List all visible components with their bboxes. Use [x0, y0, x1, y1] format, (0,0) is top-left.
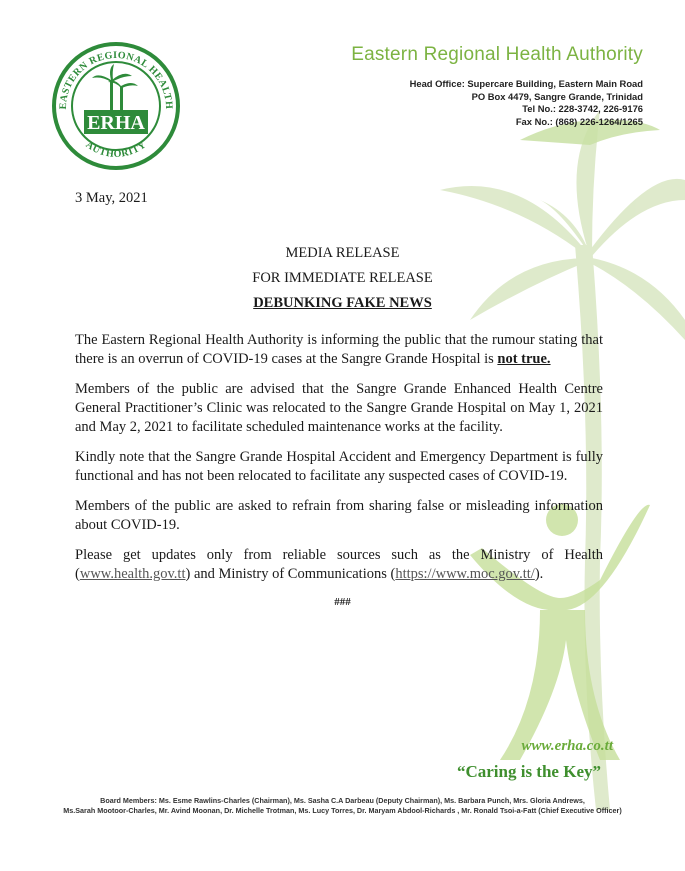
release-body	[75, 331, 603, 595]
board-members	[40, 796, 645, 816]
paragraph-3: Kindly note that the Sangre Grande Hospital Accident and Emergency Department is fully functional and has not been relocated to facilitate any suspected cases of COVID-19.	[75, 449, 603, 484]
po-box: PO Box 4479, Sangre Grande, Trinidad	[471, 90, 643, 102]
organization-name: Eastern Regional Health Authority	[351, 44, 643, 65]
paragraph-5-text-a: Please get updates only from reliable sources such as the Ministry of Health (	[75, 547, 603, 582]
fax: Fax No.: (868) 226-1264/1265	[515, 115, 643, 127]
release-date: 3 May, 2021	[75, 190, 148, 206]
logo-center-text: ERHA	[87, 112, 145, 134]
logo-top-text: EASTERN REGIONAL HEALTH	[57, 49, 175, 110]
contact-block	[410, 78, 643, 128]
footer-website-link[interactable]: www.erha.co.tt	[521, 738, 613, 754]
board-members-line-1: Board Members: Ms. Esme Rawlins-Charles (Chairman), Ms. Sasha C.A Darbeau (Deputy Chairman), Ms. Barbara Punch, Mrs. Gloria Andrews,	[100, 796, 585, 805]
heading-debunking: DEBUNKING FAKE NEWS	[253, 295, 432, 311]
head-office-address: Head Office: Supercare Building, Eastern Main Road	[409, 78, 643, 89]
logo-bottom-text: AUTHORITY	[83, 139, 149, 160]
heading-media-release: MEDIA RELEASE	[285, 245, 400, 261]
release-headings	[0, 243, 685, 318]
paragraph-1-text: The Eastern Regional Health Authority is informing the public that the rumour stating that there is an overrun of COVID-19 cases at the Sangre Grande Hospital is	[75, 332, 603, 367]
paragraph-4: Members of the public are asked to refrain from sharing false or misleading information about COVID-19.	[75, 498, 603, 533]
not-true-emphasis: not true.	[497, 351, 551, 367]
paragraph-5	[75, 546, 603, 584]
ministry-health-link[interactable]: www.health.gov.tt	[79, 566, 186, 582]
footer-tagline: “Caring is the Key”	[456, 762, 601, 781]
ministry-communications-link[interactable]: https://www.moc.gov.tt/	[395, 566, 535, 582]
paragraph-2: Members of the public are advised that the Sangre Grande Enhanced Health Centre General Practitioner’s Clinic was relocated to the Sangre Grande Hospital on May 1, 2021 and May 2, 2021 to facilitate scheduled maintenance works at the facility.	[75, 381, 603, 435]
board-members-line-2: Ms.Sarah Mootoor-Charles, Mr. Avind Moonan, Dr. Michelle Trotman, Ms. Lucy Torres, Dr. Maryam Abdool-Richards , Mr. Ronald Tsoi-a-Fatt (Chief Executive Officer)	[63, 806, 622, 815]
heading-immediate-release: FOR IMMEDIATE RELEASE	[252, 270, 433, 286]
erha-logo	[48, 40, 184, 170]
paragraph-5-text-b: ) and Ministry of Communications (	[185, 566, 396, 582]
end-mark: ###	[334, 596, 351, 608]
paragraph-1	[75, 331, 603, 369]
telephone: Tel No.: 228-3742, 226-9176	[522, 103, 643, 115]
paragraph-5-text-c: ).	[534, 566, 544, 582]
